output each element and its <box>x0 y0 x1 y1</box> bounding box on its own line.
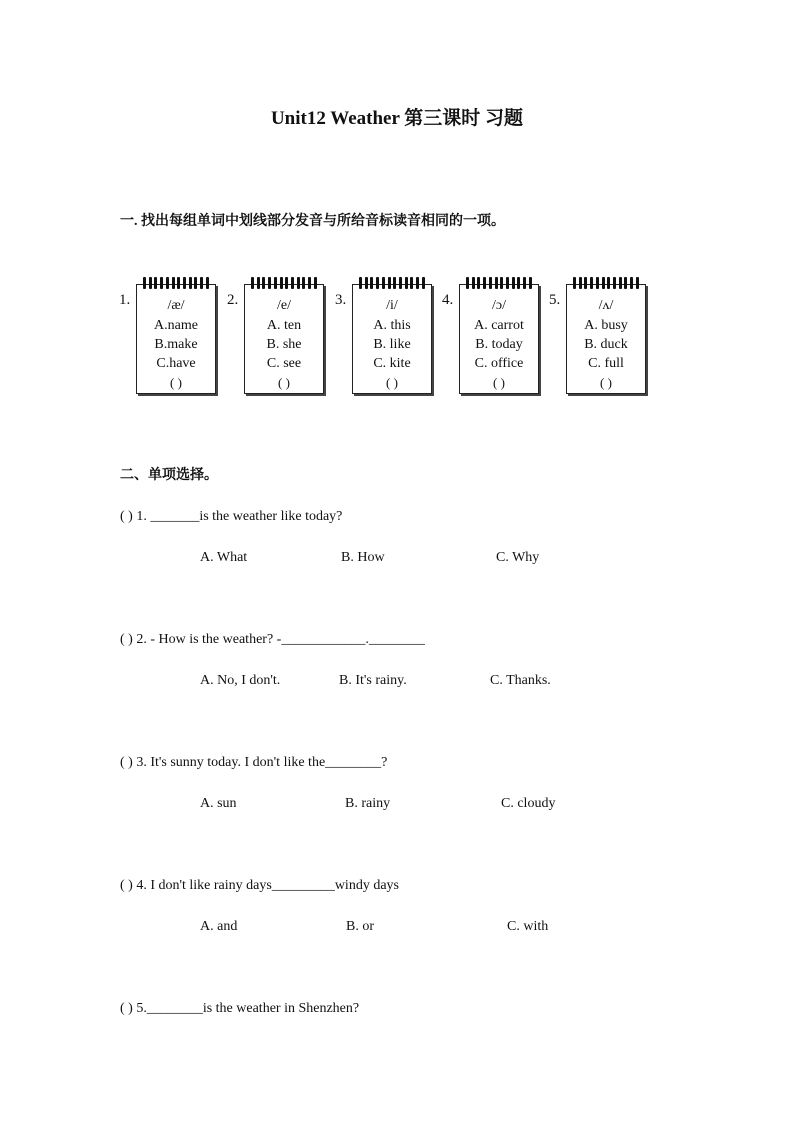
question-1: ( ) 1. _______is the weather like today? <box>120 509 343 524</box>
question-3: ( ) 3. It's sunny today. I don't like the________? <box>120 755 388 770</box>
phonetic-symbol: /i/ <box>386 298 398 313</box>
phonetic-symbol: /e/ <box>277 298 291 313</box>
page-title: Unit12 Weather 第三课时 习题 <box>270 108 524 129</box>
phonetic-symbol: /ɔ/ <box>492 298 506 313</box>
spiral-binding <box>466 277 532 291</box>
section-1-heading: 一. 找出每组单词中划线部分发音与所给音标读音相同的一项。 <box>120 214 505 229</box>
phonetic-card-4 <box>459 284 539 394</box>
phonetic-card-2 <box>244 284 324 394</box>
q2-option-a: A. No, I don't. <box>200 673 281 688</box>
q3-option-c: C. cloudy <box>501 796 556 811</box>
spiral-binding <box>143 277 209 291</box>
option-c: C. office <box>474 356 524 371</box>
spiral-binding <box>359 277 425 291</box>
q4-option-b: B. or <box>346 919 374 934</box>
q3-option-b: B. rainy <box>345 796 391 811</box>
card-2-number: 2. <box>227 292 239 308</box>
spiral-binding <box>251 277 317 291</box>
answer-bracket[interactable]: ( ) <box>278 375 290 390</box>
q1-option-c: C. Why <box>496 550 540 565</box>
q4-option-c: C. with <box>507 919 549 934</box>
option-b: B.make <box>154 337 198 352</box>
option-a: A. ten <box>266 318 302 333</box>
q2-option-c: C. Thanks. <box>490 673 551 688</box>
q1-option-b: B. How <box>341 550 385 565</box>
answer-bracket[interactable]: ( ) <box>493 375 505 390</box>
card-5-number: 5. <box>549 292 561 308</box>
section-2-heading: 二、单项选择。 <box>120 468 218 483</box>
option-a: A. carrot <box>474 318 524 333</box>
option-c: C.have <box>156 356 196 371</box>
card-4-number: 4. <box>442 292 454 308</box>
q1-option-a: A. What <box>200 550 248 565</box>
answer-bracket[interactable]: ( ) <box>600 375 612 390</box>
answer-bracket[interactable]: ( ) <box>170 375 182 390</box>
answer-bracket[interactable]: ( ) <box>386 375 398 390</box>
option-a: A. this <box>373 318 411 333</box>
phonetic-symbol: /ʌ/ <box>598 298 614 313</box>
question-2: ( ) 2. - How is the weather? -____________.________ <box>120 632 425 647</box>
option-c: C. kite <box>373 356 411 371</box>
option-b: B. duck <box>584 337 628 352</box>
option-a: A. busy <box>584 318 628 333</box>
option-c: C. see <box>266 356 302 371</box>
phonetic-card-1 <box>136 284 216 394</box>
q3-option-a: A. sun <box>200 796 237 811</box>
option-c: C. full <box>588 356 624 371</box>
card-3-number: 3. <box>335 292 347 308</box>
option-b: B. she <box>266 337 302 352</box>
spiral-binding <box>573 277 639 291</box>
option-a: A.name <box>154 318 198 333</box>
q2-option-b: B. It's rainy. <box>339 673 407 688</box>
card-1-number: 1. <box>119 292 131 308</box>
option-b: B. like <box>373 337 411 352</box>
q4-option-a: A. and <box>200 919 238 934</box>
phonetic-card-5 <box>566 284 646 394</box>
question-4: ( ) 4. I don't like rainy days_________windy days <box>120 878 399 893</box>
option-b: B. today <box>475 337 523 352</box>
question-5: ( ) 5.________is the weather in Shenzhen? <box>120 1001 360 1016</box>
phonetic-card-3 <box>352 284 432 394</box>
phonetic-symbol: /æ/ <box>167 298 185 313</box>
